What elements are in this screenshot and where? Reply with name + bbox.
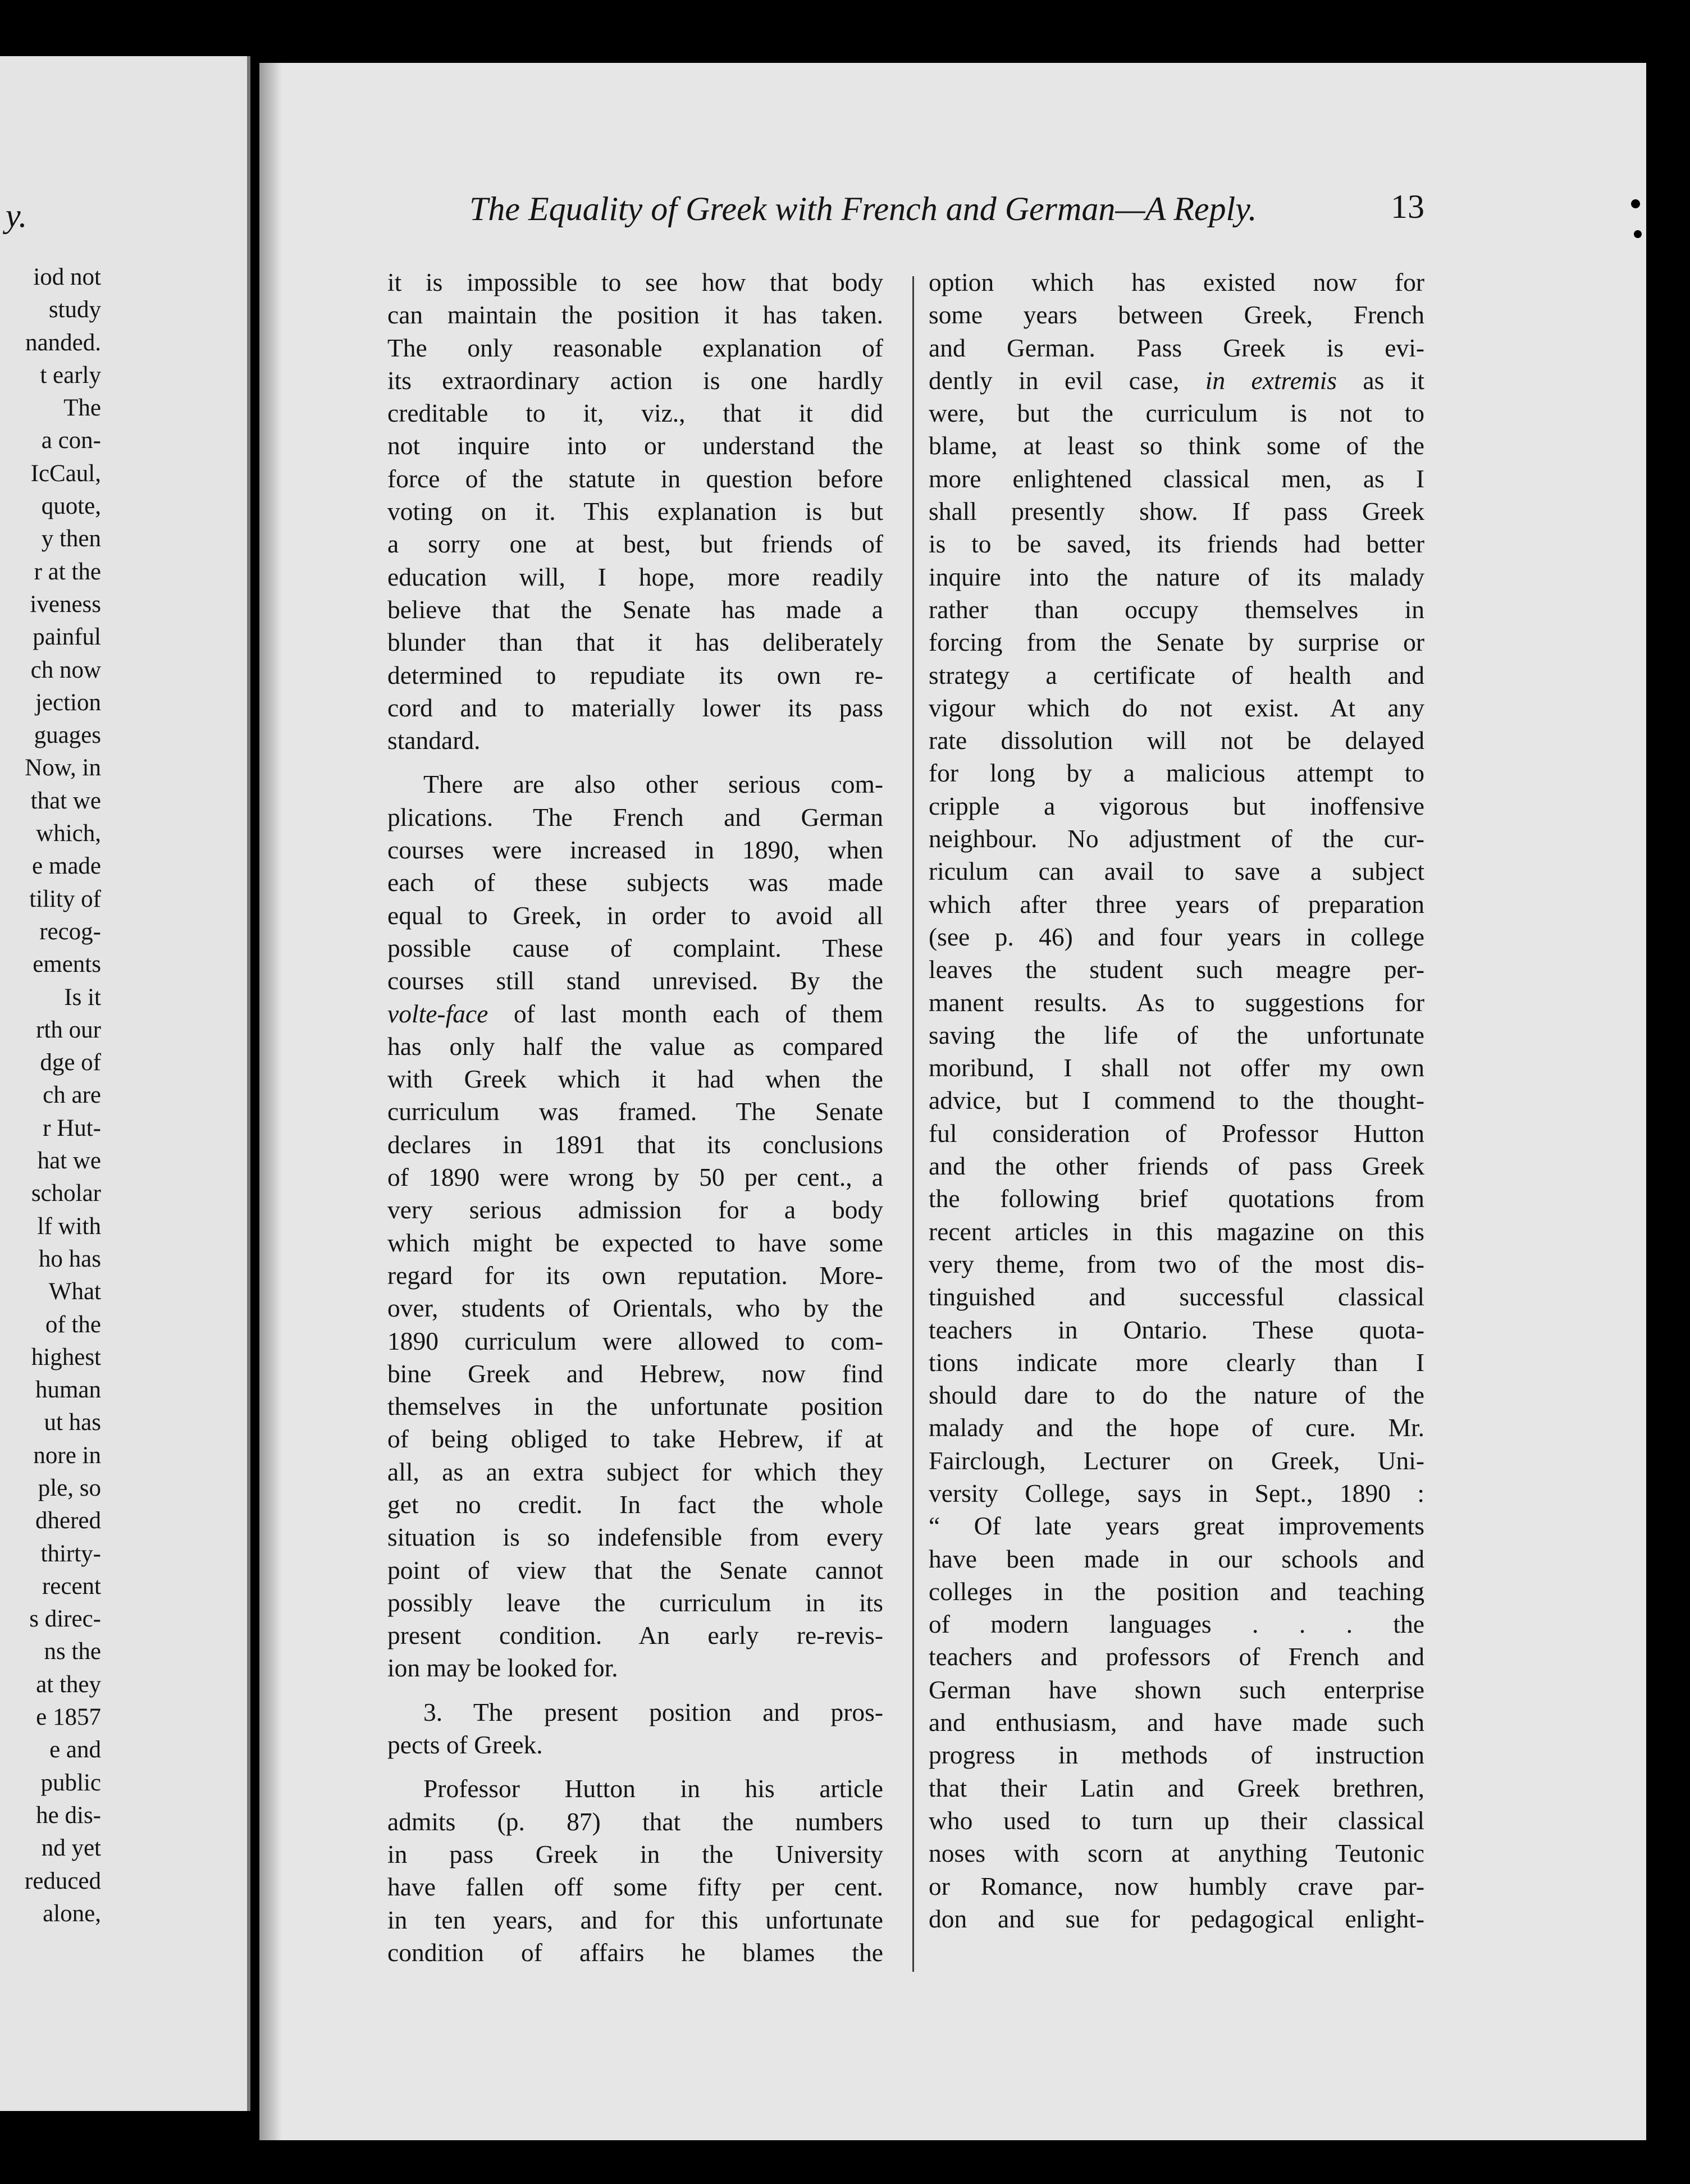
text-line: some years between Greek, French xyxy=(929,300,1424,330)
text-line: determined to repudiate its own re- xyxy=(387,660,883,689)
text-line: tions indicate more clearly than I xyxy=(929,1347,1424,1377)
text-line: in ten years, and for this unfortunate xyxy=(387,1905,883,1934)
text-line: the following brief quotations from xyxy=(929,1184,1424,1213)
left-page-header-fragment: y. xyxy=(6,197,28,234)
left-page xyxy=(0,56,250,2111)
left-page-line: human xyxy=(35,1377,101,1404)
left-page-line: ut has xyxy=(44,1409,101,1436)
text-line: condition of affairs he blames the xyxy=(387,1938,883,1967)
running-head: The Equality of Greek with French and German—A Reply. xyxy=(469,190,1257,227)
text-line: should dare to do the nature of the xyxy=(929,1381,1424,1410)
left-page-line: dge of xyxy=(40,1049,101,1076)
gutter-shadow xyxy=(259,63,282,2140)
text-line: colleges in the position and teaching xyxy=(929,1577,1424,1606)
left-page-line: r at the xyxy=(34,558,101,585)
text-line: which might be expected to have some xyxy=(387,1228,883,1257)
text-line: volte-face of last month each of them xyxy=(387,999,883,1028)
text-line: malady and the hope of cure. Mr. xyxy=(929,1413,1424,1442)
left-page-line: he dis- xyxy=(36,1802,101,1829)
left-page-line: study xyxy=(48,296,101,323)
left-page-line: s direc- xyxy=(29,1606,101,1633)
text-line: riculum can avail to save a subject xyxy=(929,857,1424,886)
text-line: which after three years of preparation xyxy=(929,889,1424,919)
text-line: blame, at least so think some of the xyxy=(929,431,1424,460)
text-line: rather than occupy themselves in xyxy=(929,595,1424,624)
column-rule xyxy=(912,276,914,1972)
left-page-line: ch are xyxy=(43,1082,101,1109)
speck xyxy=(853,28,865,39)
text-line: courses were increased in 1890, when xyxy=(387,835,883,865)
left-page-line: e 1857 xyxy=(36,1704,101,1731)
text-line: neighbour. No adjustment of the cur- xyxy=(929,824,1424,853)
left-page-line: t early xyxy=(40,362,101,389)
text-line: and German. Pass Greek is evi- xyxy=(929,333,1424,362)
page-number: 13 xyxy=(1391,188,1424,225)
left-page-line: scholar xyxy=(31,1180,101,1207)
speck xyxy=(1634,230,1642,238)
text-line: shall presently show. If pass Greek xyxy=(929,497,1424,526)
text-line: plications. The French and German xyxy=(387,802,883,831)
left-page-line: e and xyxy=(49,1737,101,1763)
text-line: of 1890 were wrong by 50 per cent., a xyxy=(387,1163,883,1192)
left-page-line: e made xyxy=(32,853,101,880)
left-page-line: rth our xyxy=(36,1016,101,1043)
text-line: it is impossible to see how that body xyxy=(387,268,883,296)
left-page-line: Is it xyxy=(64,984,101,1011)
left-page-line: of the xyxy=(45,1311,101,1338)
text-line: is to be saved, its friends had better xyxy=(929,529,1424,559)
text-line: versity College, says in Sept., 1890 : xyxy=(929,1478,1424,1507)
text-line: rate dissolution will not be delayed xyxy=(929,726,1424,755)
text-line: believe that the Senate has made a xyxy=(387,595,883,624)
text-line: dently in evil case, in extremis as it xyxy=(929,365,1424,395)
text-line: possibly leave the curriculum in its xyxy=(387,1588,883,1617)
text-line: its extraordinary action is one hardly xyxy=(387,365,883,395)
text-line: tinguished and successful classical xyxy=(929,1282,1424,1312)
left-page-line: nanded. xyxy=(25,329,101,356)
text-line: inquire into the nature of its malady xyxy=(929,562,1424,591)
text-line: who used to turn up their classical xyxy=(929,1806,1424,1835)
text-line: voting on it. This explanation is but xyxy=(387,497,883,526)
text-line: education will, I hope, more readily xyxy=(387,562,883,591)
left-page-line: recent xyxy=(42,1573,101,1600)
left-page-line: The xyxy=(63,395,101,422)
text-line: have fallen off some fifty per cent. xyxy=(387,1872,883,1902)
italic-term: in extremis xyxy=(1205,365,1337,395)
text-line: and the other friends of pass Greek xyxy=(929,1152,1424,1181)
left-page-line: a con- xyxy=(41,427,101,454)
text-line: ion may be looked for. xyxy=(387,1653,618,1683)
left-page-line: hat we xyxy=(37,1148,101,1175)
left-page-line: alone, xyxy=(43,1900,101,1927)
left-page-line: reduced xyxy=(24,1867,101,1894)
left-page-line: jection xyxy=(35,689,101,716)
left-page-line: guages xyxy=(34,722,101,749)
text-line: (see p. 46) and four years in college xyxy=(929,922,1424,951)
left-page-text-column xyxy=(0,261,101,1930)
text-line: Fairclough, Lecturer on Greek, Uni- xyxy=(929,1446,1424,1475)
text-line: 3. The present position and pros- xyxy=(423,1697,883,1726)
text-line: get no credit. In fact the whole xyxy=(387,1489,883,1519)
italic-term: volte-face xyxy=(387,999,488,1028)
text-line: The only reasonable explanation of xyxy=(387,333,883,362)
left-page-line: iveness xyxy=(30,591,101,618)
text-line: recent articles in this magazine on this xyxy=(929,1217,1424,1246)
left-page-line: quote, xyxy=(41,493,101,520)
text-line: a sorry one at best, but friends of xyxy=(387,529,883,559)
text-line: creditable to it, viz., that it did xyxy=(387,399,883,428)
text-line: moribund, I shall not offer my own xyxy=(929,1053,1424,1082)
left-page-line: IcCaul, xyxy=(30,460,101,487)
text-line: possible cause of complaint. These xyxy=(387,933,883,962)
text-line: pects of Greek. xyxy=(387,1730,543,1760)
text-line: more enlightened classical men, as I xyxy=(929,464,1424,493)
text-line: bine Greek and Hebrew, now find xyxy=(387,1359,883,1388)
text-line: strategy a certificate of health and xyxy=(929,660,1424,689)
text-line: option which has existed now for xyxy=(929,268,1424,296)
text-line: don and sue for pedagogical enlight- xyxy=(929,1904,1424,1933)
text-line: cripple a vigorous but inoffensive xyxy=(929,791,1424,820)
text-line: over, students of Orientals, who by the xyxy=(387,1294,883,1323)
left-page-line: iod not xyxy=(33,264,101,290)
text-line: progress in methods of instruction xyxy=(929,1740,1424,1770)
text-line: that their Latin and Greek brethren, xyxy=(929,1773,1424,1802)
text-line: with Greek which it had when the xyxy=(387,1064,883,1094)
text-line: curriculum was framed. The Senate xyxy=(387,1097,883,1126)
left-page-line: public xyxy=(40,1769,101,1796)
text-line: very serious admission for a body xyxy=(387,1195,883,1224)
text-line: leaves the student such meagre per- xyxy=(929,955,1424,984)
text-line: There are also other serious com- xyxy=(423,770,883,799)
text-line: present condition. An early re-revis- xyxy=(387,1621,883,1650)
text-line: of modern languages . . . the xyxy=(929,1610,1424,1639)
text-line: teachers in Ontario. These quota- xyxy=(929,1315,1424,1344)
text-line: has only half the value as compared xyxy=(387,1031,883,1061)
left-page-line: painful xyxy=(33,624,101,651)
text-line: forcing from the Senate by surprise or xyxy=(929,628,1424,657)
text-line: in pass Greek in the University xyxy=(387,1839,883,1868)
left-page-line: tility of xyxy=(29,885,101,912)
text-line: each of these subjects was made xyxy=(387,868,883,897)
left-page-line: lf with xyxy=(37,1213,101,1240)
text-line: point of view that the Senate cannot xyxy=(387,1555,883,1584)
right-page xyxy=(259,63,1646,2140)
text-line: German have shown such enterprise xyxy=(929,1675,1424,1704)
text-line: saving the life of the unfortunate xyxy=(929,1020,1424,1049)
text-line: courses still stand unrevised. By the xyxy=(387,966,883,995)
text-line: blunder than that it has deliberately xyxy=(387,628,883,657)
left-page-line: ch now xyxy=(30,656,101,683)
left-page-line: which, xyxy=(36,820,101,847)
speck xyxy=(1631,199,1640,208)
text-line: of being obliged to take Hebrew, if at xyxy=(387,1424,883,1454)
text-line: can maintain the position it has taken. xyxy=(387,300,883,330)
text-line: ful consideration of Professor Hutton xyxy=(929,1118,1424,1148)
text-line: themselves in the unfortunate position xyxy=(387,1392,883,1421)
text-line: teachers and professors of French and xyxy=(929,1642,1424,1671)
text-column-1 xyxy=(387,266,883,1969)
left-page-line: Now, in xyxy=(25,755,101,782)
left-page-line: recog- xyxy=(39,918,101,945)
left-page-line: nd yet xyxy=(41,1835,101,1862)
text-line: or Romance, now humbly crave par- xyxy=(929,1871,1424,1900)
text-line: situation is so indefensible from every xyxy=(387,1523,883,1552)
text-line: and enthusiasm, and have made such xyxy=(929,1708,1424,1737)
text-line: Professor Hutton in his article xyxy=(423,1774,883,1803)
text-line: force of the statute in question before xyxy=(387,464,883,493)
text-column-2 xyxy=(929,266,1424,1935)
text-line: advice, but I commend to the thought- xyxy=(929,1086,1424,1115)
text-line: cord and to materially lower its pass xyxy=(387,693,883,722)
left-page-line: nore in xyxy=(33,1442,101,1469)
left-page-line: y then xyxy=(41,526,101,552)
text-line: for long by a malicious attempt to xyxy=(929,759,1424,788)
text-line: not inquire into or understand the xyxy=(387,431,883,460)
text-line: regard for its own reputation. More- xyxy=(387,1260,883,1290)
text-line: standard. xyxy=(387,726,481,755)
text-line: very theme, from two of the most dis- xyxy=(929,1249,1424,1278)
text-line: manent results. As to suggestions for xyxy=(929,988,1424,1017)
text-line: 1890 curriculum were allowed to com- xyxy=(387,1326,883,1355)
left-page-line: ns the xyxy=(44,1638,101,1665)
text-line: all, as an extra subject for which they xyxy=(387,1457,883,1486)
left-page-line: ements xyxy=(33,951,101,978)
left-page-line: highest xyxy=(31,1344,101,1370)
left-page-line: dhered xyxy=(35,1507,101,1534)
left-page-line: that we xyxy=(30,787,101,814)
left-page-line: ho has xyxy=(38,1245,101,1272)
left-page-line: ple, so xyxy=(38,1474,101,1501)
text-line: admits (p. 87) that the numbers xyxy=(387,1807,883,1836)
left-page-line: r Hut- xyxy=(43,1114,101,1141)
text-line: noses with scorn at anything Teutonic xyxy=(929,1839,1424,1868)
left-page-line: at they xyxy=(36,1671,101,1698)
left-page-line: What xyxy=(48,1278,101,1305)
left-page-line: thirty- xyxy=(40,1540,101,1567)
text-line: equal to Greek, in order to avoid all xyxy=(387,901,883,930)
text-line: were, but the curriculum is not to xyxy=(929,399,1424,428)
text-line: vigour which do not exist. At any xyxy=(929,693,1424,722)
text-line: declares in 1891 that its conclusions xyxy=(387,1130,883,1159)
text-line: have been made in our schools and xyxy=(929,1544,1424,1573)
text-line: “ Of late years great improvements xyxy=(929,1511,1424,1541)
